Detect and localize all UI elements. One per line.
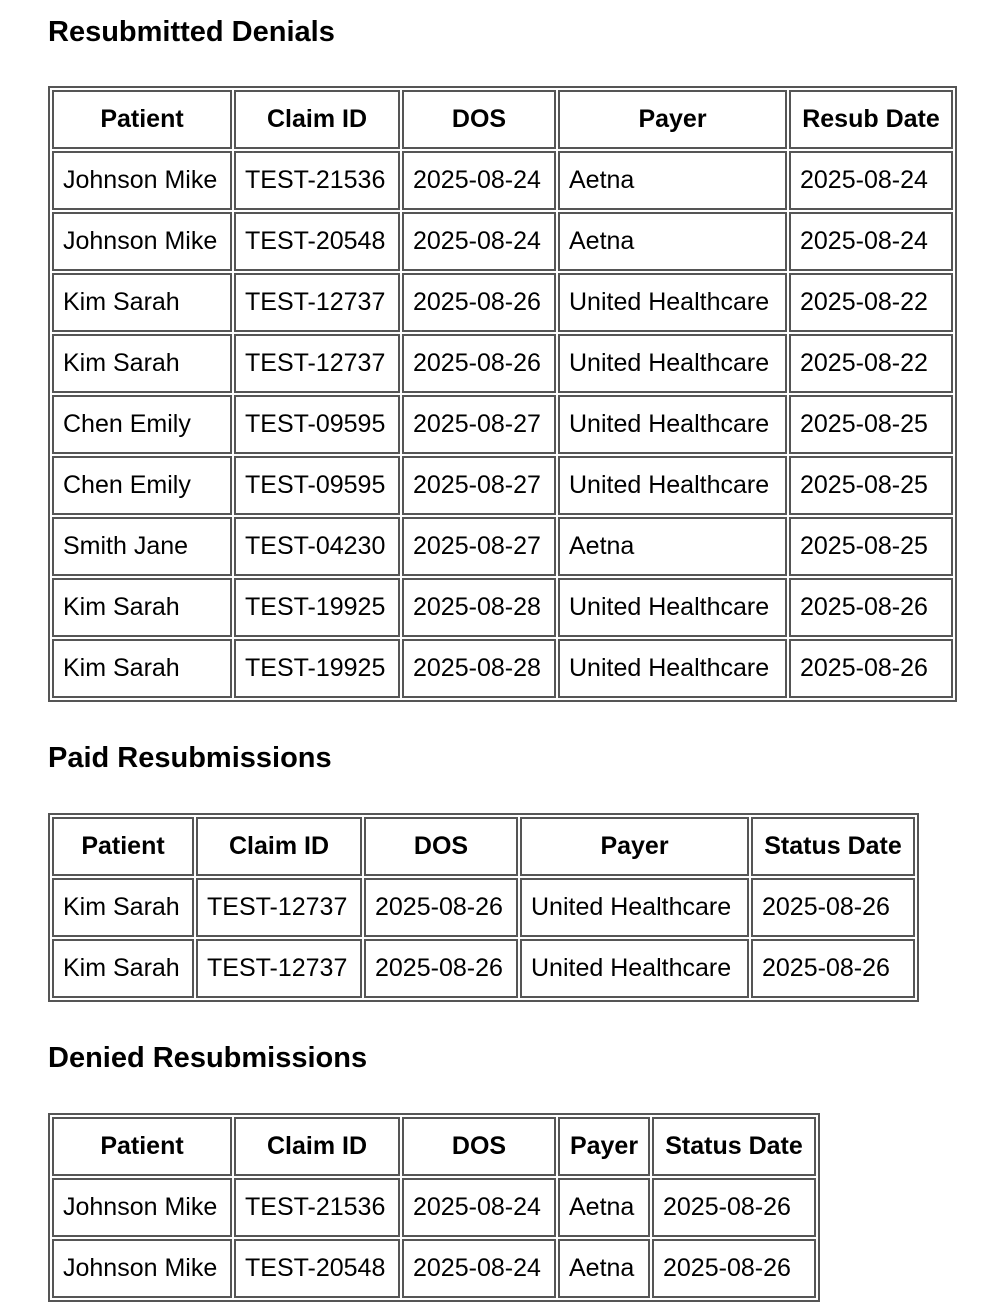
- table-header-row: [52, 817, 915, 876]
- table-cell: Johnson Mike: [52, 1239, 232, 1298]
- column-header: DOS: [402, 1117, 556, 1176]
- table-row: [52, 456, 953, 515]
- table-cell: 2025-08-26: [789, 578, 953, 637]
- table-cell: 2025-08-24: [789, 151, 953, 210]
- column-header: Payer: [520, 817, 749, 876]
- table-row: [52, 395, 953, 454]
- table-cell: 2025-08-24: [789, 212, 953, 271]
- table-cell: TEST-21536: [234, 1178, 400, 1237]
- table-cell: TEST-20548: [234, 212, 400, 271]
- table-row: [52, 517, 953, 576]
- table-cell: Johnson Mike: [52, 151, 232, 210]
- table-cell: Aetna: [558, 151, 787, 210]
- table-cell: TEST-19925: [234, 639, 400, 698]
- table-cell: Kim Sarah: [52, 578, 232, 637]
- table-cell: United Healthcare: [558, 273, 787, 332]
- resubmitted-denials-table: [48, 86, 957, 702]
- table-cell: 2025-08-26: [751, 939, 915, 998]
- table-cell: TEST-19925: [234, 578, 400, 637]
- column-header: Payer: [558, 1117, 650, 1176]
- table-cell: Aetna: [558, 1239, 650, 1298]
- table-cell: 2025-08-26: [364, 939, 518, 998]
- column-header: Resub Date: [789, 90, 953, 149]
- table-row: [52, 639, 953, 698]
- paid-resubmissions-table: [48, 813, 919, 1002]
- table-cell: United Healthcare: [520, 939, 749, 998]
- table-row: [52, 1239, 816, 1298]
- table-cell: 2025-08-25: [789, 456, 953, 515]
- table-cell: Kim Sarah: [52, 878, 194, 937]
- column-header: DOS: [364, 817, 518, 876]
- table-cell: Kim Sarah: [52, 939, 194, 998]
- column-header: Payer: [558, 90, 787, 149]
- table-cell: 2025-08-27: [402, 517, 556, 576]
- table-cell: Aetna: [558, 1178, 650, 1237]
- resubmitted-denials-title: Resubmitted Denials: [48, 16, 335, 48]
- table-cell: TEST-12737: [196, 939, 362, 998]
- table-cell: 2025-08-26: [652, 1239, 816, 1298]
- table-cell: Aetna: [558, 517, 787, 576]
- table-cell: 2025-08-27: [402, 456, 556, 515]
- table-cell: 2025-08-22: [789, 273, 953, 332]
- column-header: Patient: [52, 90, 232, 149]
- table-cell: United Healthcare: [520, 878, 749, 937]
- paid-resubmissions-title: Paid Resubmissions: [48, 742, 332, 774]
- table-row: [52, 212, 953, 271]
- table-cell: 2025-08-27: [402, 395, 556, 454]
- column-header: Status Date: [652, 1117, 816, 1176]
- table-cell: Kim Sarah: [52, 639, 232, 698]
- table-cell: 2025-08-28: [402, 578, 556, 637]
- table-cell: United Healthcare: [558, 456, 787, 515]
- table-cell: 2025-08-28: [402, 639, 556, 698]
- table-cell: Johnson Mike: [52, 1178, 232, 1237]
- table-cell: Chen Emily: [52, 395, 232, 454]
- table-cell: 2025-08-26: [402, 273, 556, 332]
- column-header: Status Date: [751, 817, 915, 876]
- table-cell: 2025-08-26: [789, 639, 953, 698]
- table-cell: TEST-21536: [234, 151, 400, 210]
- table-cell: 2025-08-24: [402, 1178, 556, 1237]
- table-cell: TEST-04230: [234, 517, 400, 576]
- table-cell: 2025-08-26: [364, 878, 518, 937]
- table-header-row: [52, 1117, 816, 1176]
- table-cell: United Healthcare: [558, 334, 787, 393]
- table-cell: TEST-12737: [234, 334, 400, 393]
- table-cell: Aetna: [558, 212, 787, 271]
- table-cell: 2025-08-25: [789, 517, 953, 576]
- denied-resubmissions-table: [48, 1113, 820, 1302]
- table-cell: Chen Emily: [52, 456, 232, 515]
- table-cell: 2025-08-24: [402, 1239, 556, 1298]
- table-cell: TEST-09595: [234, 395, 400, 454]
- table-cell: 2025-08-22: [789, 334, 953, 393]
- table-cell: TEST-12737: [234, 273, 400, 332]
- denied-resubmissions-title: Denied Resubmissions: [48, 1042, 368, 1074]
- table-cell: 2025-08-26: [402, 334, 556, 393]
- table-cell: TEST-20548: [234, 1239, 400, 1298]
- column-header: Claim ID: [234, 1117, 400, 1176]
- table-cell: United Healthcare: [558, 639, 787, 698]
- table-cell: 2025-08-26: [652, 1178, 816, 1237]
- column-header: Claim ID: [234, 90, 400, 149]
- table-cell: 2025-08-25: [789, 395, 953, 454]
- table-cell: TEST-09595: [234, 456, 400, 515]
- table-row: [52, 939, 915, 998]
- table-row: [52, 578, 953, 637]
- table-cell: TEST-12737: [196, 878, 362, 937]
- table-cell: Kim Sarah: [52, 334, 232, 393]
- table-cell: Johnson Mike: [52, 212, 232, 271]
- column-header: Claim ID: [196, 817, 362, 876]
- column-header: Patient: [52, 817, 194, 876]
- table-cell: 2025-08-24: [402, 151, 556, 210]
- table-row: [52, 1178, 816, 1237]
- table-row: [52, 273, 953, 332]
- table-cell: United Healthcare: [558, 578, 787, 637]
- table-row: [52, 334, 953, 393]
- table-row: [52, 151, 953, 210]
- table-cell: Smith Jane: [52, 517, 232, 576]
- table-cell: 2025-08-26: [751, 878, 915, 937]
- table-cell: 2025-08-24: [402, 212, 556, 271]
- table-cell: United Healthcare: [558, 395, 787, 454]
- table-row: [52, 878, 915, 937]
- column-header: DOS: [402, 90, 556, 149]
- column-header: Patient: [52, 1117, 232, 1176]
- table-cell: Kim Sarah: [52, 273, 232, 332]
- table-header-row: [52, 90, 953, 149]
